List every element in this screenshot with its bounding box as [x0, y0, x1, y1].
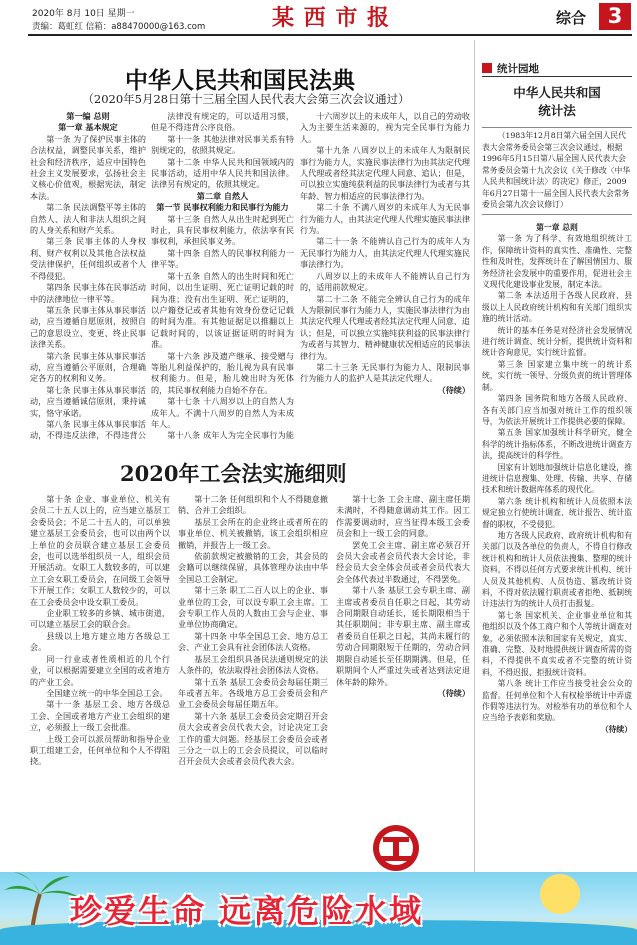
- sidebar-title-line1: 中华人民共和国: [513, 85, 601, 100]
- paragraph: 第十六条 基层工会委员会定期召开会员大会或者会员代表大会，讨论决定工会工作的重大问题。经基层工会委员会或者三分之一以上的工会会员提议，可以临时召开会员大会或者会员代表大会。: [178, 710, 328, 767]
- paragraph: 第十四条 中华全国总工会、地方总工会、产业工会具有社会团体法人资格。: [178, 630, 328, 653]
- header-rule: [28, 34, 632, 36]
- paragraph: 第十六条 涉及遗产继承、接受赠与等胎儿利益保护的，胎儿视为具有民事权利能力。但是，胎儿娩出时为死体的，其民事权利能力自始不存在。: [151, 350, 294, 395]
- article2-column-1: [30, 494, 170, 871]
- editor-line: 责编：葛虹红 信箱：a88470000@163.com: [32, 22, 206, 32]
- continued-note: （待续）: [600, 724, 632, 734]
- paragraph: 第五条 国家加强统计科学研究，健全科学的统计指标体系，不断改进统计调查方法，提高统计的科学性。: [482, 428, 632, 461]
- paragraph: 罢免工会主席、副主席必须召开会员大会或者会员代表大会讨论，非经会员大会全体会员或者会员代表大会全体代表过半数通过，不得罢免。: [336, 539, 470, 584]
- paragraph: 第十一条 其他法律对民事关系有特别规定的，依照其规定。: [151, 133, 294, 156]
- article1-column-2: [151, 111, 294, 441]
- sidebar-body: [482, 222, 632, 870]
- paragraph: 第二十一条 不能辨认自己行为的成年人为无民事行为能力人，由其法定代理人代理实施民事法律行为。: [300, 236, 470, 270]
- paragraph: 十六周岁以上的未成年人，以自己的劳动收入为主要生活来源的，视为完全民事行为能力人。: [300, 111, 470, 144]
- paragraph: 八周岁以上的未成年人不能辨认自己行为的，适用前款规定。: [300, 270, 470, 293]
- paragraph: 第十三条 职工二百人以上的企业、事业单位的工会，可以设专职工会主席。工会专职工作人员的人数由工会与企业、事业单位协商确定。: [178, 585, 328, 630]
- paragraph: 企业职工较多的乡镇、城市街道，可以建立基层工会的联合会。: [30, 608, 170, 630]
- paragraph: 地方各级人民政府、政府统计机构和有关部门以及各单位的负责人，不得自行修改统计机构和统计人员依法搜集、整理的统计资料，不得以任何方式要求统计机构、统计人员及其他机构、人员伪造、篡改统计资料，不得对依法履行职责或者拒绝、抵制统计违法行为的统计人员打击报复。: [482, 530, 632, 609]
- paragraph: 第三条 民事主体的人身权利、财产权利以及其他合法权益受法律保护，任何组织或者个人不得侵犯。: [30, 236, 146, 281]
- article1-subtitle: （2020年5月28日第十三届全国人民代表大会第三次会议通过）: [82, 92, 410, 106]
- page-header: [0, 0, 637, 36]
- article2-column-3: [336, 494, 470, 814]
- paragraph: 统计的基本任务是对经济社会发展情况进行统计调查、统计分析，提供统计资料和统计咨询意见，实行统计监督。: [482, 325, 632, 358]
- paragraph: 第一条 为了保护民事主体的合法权益，调整民事关系，维护社会和经济秩序，适应中国特色社会主义发展要求，弘扬社会主义核心价值观，根据宪法，制定本法。: [30, 133, 146, 201]
- continued-note: （待续）: [437, 384, 470, 395]
- paragraph: 第四条 民事主体在民事活动中的法律地位一律平等。: [30, 282, 146, 304]
- paragraph: 第二条 本法适用于各级人民政府、县级以上人民政府统计机构和有关部门组织实施的统计活动。: [482, 291, 632, 324]
- paragraph: 基层工会所在的企业终止或者所在的事业单位、机关被撤销，该工会组织相应撤销，并报告上一级工会。: [178, 516, 328, 550]
- paragraph: 第二十条 不满八周岁的未成年人为无民事行为能力人，由其法定代理人代理实施民事法律行为。: [300, 202, 470, 236]
- sun-icon: [540, 874, 580, 914]
- paragraph: 第十条 企业、事业单位、机关有会员二十五人以上的，应当建立基层工会委员会；不足二十五人的，可以单独建立基层工会委员会，也可以由两个以上单位的会员联合建立基层工会委员会，也可以选举组织员一人，组织会员开展活动。女职工人数较多的，可以建立工会女职工委员会，在同级工会领导下开展工作；女职工人数较少的，可以在工会委员会中设女职工委员。: [30, 494, 170, 607]
- paragraph: 国家有计划地加强统计信息化建设，推进统计信息搜集、处理、传输、共享、存储技术和统计数据库体系的现代化。: [482, 462, 632, 495]
- paragraph: 第二十三条 无民事行为能力人、限制民事行为能力人的监护人是其法定代理人。: [300, 361, 470, 384]
- paragraph: 第十四条 自然人的民事权利能力一律平等。: [151, 247, 294, 270]
- square-bullet-icon: [482, 63, 492, 73]
- sidebar-rule: [482, 76, 632, 77]
- page-number: 3: [599, 3, 631, 30]
- union-logo: [356, 822, 436, 878]
- column-divider: [474, 40, 475, 872]
- paragraph: 第三条 国家建立集中统一的统计系统，实行统一领导、分级负责的统计管理体制。: [482, 359, 632, 392]
- paragraph: 同一行业或者性质相近的几个行业，可以根据需要建立全国的或者地方的产业工会。: [30, 653, 170, 687]
- section-heading: 第一章 基本规定: [58, 122, 118, 133]
- article1-column-1: [30, 111, 146, 441]
- paragraph: 第七条 民事主体从事民事活动，应当遵循诚信原则，秉持诚实，恪守承诺。: [30, 384, 146, 418]
- paragraph: 第二条 民法调整平等主体的自然人、法人和非法人组织之间的人身关系和财产关系。: [30, 202, 146, 236]
- issue-date: 2020年 8月 10日 星期一: [32, 9, 135, 19]
- paragraph: 第十二条 任何组织和个人不得随意撤销、合并工会组织。: [178, 494, 328, 516]
- article2-column-2: [178, 494, 328, 871]
- paragraph: 第六条 民事主体从事民事活动，应当遵循公平原则，合理确定各方的权利和义务。: [30, 350, 146, 384]
- paragraph: 上级工会可以派员帮助和指导企业职工组建工会，任何单位和个人不得阻挠。: [30, 733, 170, 767]
- paragraph: 依前款规定被撤销的工会，其会员的会籍可以继续保留，具体管理办法由中华全国总工会制定。: [178, 551, 328, 584]
- sidebar-title-line2: 统计法: [538, 103, 576, 118]
- article1-title: 中华人民共和国民法典: [125, 67, 355, 94]
- paragraph: 第二十二条 不能完全辨认自己行为的成年人为限制民事行为能力人，实施民事法律行为由其法定代理人代理或者经其法定代理人同意、追认；但是，可以独立实施纯获利益的民事法律行为或者与其智力、精神健康状况相适应的民事法律行为。: [300, 293, 470, 361]
- paragraph: 第十七条 十八周岁以上的自然人为成年人。不满十八周岁的自然人为未成年人。: [151, 396, 294, 429]
- sidebar-section-label: 统计园地: [497, 63, 539, 75]
- paragraph: 县级以上地方建立地方各级总工会。: [30, 630, 170, 653]
- section-heading: 第一章 总则: [536, 223, 578, 232]
- newspaper-brand: 某 西 市 报: [272, 5, 390, 31]
- paragraph: 法律没有规定的，可以适用习惯，但是不得违背公序良俗。: [151, 111, 294, 133]
- paragraph: 第七条 国家机关、企业事业单位和其他组织以及个体工商户和个人等统计调查对象，必须依照本法和国家有关规定，真实、准确、完整、及时地提供统计调查所需的资料，不得提供不真实或者不完整的统计资料，不得迟报、拒报统计资料。: [482, 610, 632, 677]
- sidebar-section-header: [482, 60, 632, 77]
- sidebar-intro-text: （1983年12月8日第六届全国人民代表大会常务委员会第三次会议通过，根据1996年5月15日第八届全国人民代表大会常务委员会第十九次会议《关于修改〈中华人民共和国统计法〉的决定》修正，2009年6月27日第十一届全国人民代表大会常务委员会第九次会议修订）: [482, 131, 631, 209]
- article2-title: 2020年工会法实施细则: [120, 461, 347, 486]
- article1-column-3: [300, 111, 470, 441]
- paragraph: 第十三条 自然人从出生时起到死亡时止，具有民事权利能力，依法享有民事权利，承担民事义务。: [151, 213, 294, 247]
- paragraph: 第十九条 八周岁以上的未成年人为限制民事行为能力人，实施民事法律行为由其法定代理人代理或者经其法定代理人同意、追认；但是，可以独立实施纯获利益的民事法律行为或者与其年龄、智力相适应的民事法律行为。: [300, 145, 470, 201]
- section-heading: 第一编 总则: [66, 111, 110, 121]
- paragraph: 第十五条 自然人的出生时间和死亡时间，以出生证明、死亡证明记载的时间为准；没有出生证明、死亡证明的，以户籍登记或者其他有效身份登记记载的时间为准。有其他证据足以推翻以上记载时间的，以该证据证明的时间为准。: [151, 270, 294, 350]
- continued-note: （待续）: [437, 687, 470, 698]
- sidebar-title: [482, 84, 632, 120]
- sidebar-intro: [482, 127, 632, 215]
- section-heading: 第二章 自然人: [196, 190, 249, 201]
- section-heading: 第一节 民事权利能力和民事行为能力: [156, 202, 289, 213]
- paragraph: 第四条 国务院和地方各级人民政府、各有关部门应当加强对统计工作的组织领导，为依法开展统计工作提供必要的保障。: [482, 394, 632, 426]
- paragraph: 第十二条 中华人民共和国领域内的民事活动，适用中华人民共和国法律。法律另有规定的，依照其规定。: [151, 156, 294, 190]
- paragraph: 第六条 统计机构和统计人员依照本法规定独立行使统计调查、统计报告、统计监督的职权，不受侵犯。: [482, 496, 632, 529]
- paragraph: 第十一条 基层工会、地方各级总工会、全国或者地方产业工会组织的建立，必须报上一级工会批准。: [30, 699, 170, 733]
- paragraph: 第八条 统计工作应当接受社会公众的监督。任何单位和个人有权检举统计中弄虚作假等违法行为。对检举有功的单位和个人应当给予表彰和奖励。: [482, 679, 632, 723]
- paragraph: 基层工会组织具备民法通则规定的法人条件的，依法取得社会团体法人资格。: [178, 653, 328, 676]
- paragraph: 第十八条 基层工会专职主席、副主席或者委员自任职之日起，其劳动合同期限自动延长，延长期限相当于其任职期间；非专职主席、副主席或者委员自任职之日起，其尚未履行的劳动合同期限短于任期的，劳动合同期限自动延长至任期期满。但是，任职期间个人严重过失或者达到法定退休年龄的除外。: [336, 585, 470, 687]
- banner-slogan: 珍爱生命 远离危险水域: [70, 892, 424, 930]
- section-name: 综合: [556, 9, 587, 27]
- paragraph: 第十八条 成年人为完全民事行为能: [167, 430, 294, 441]
- safety-banner: [0, 872, 637, 945]
- paragraph: 第八条 民事主体从事民事活动，不得违反法律，不得违背公: [30, 418, 146, 441]
- paragraph: 第十五条 基层工会委员会每届任期三年或者五年。各级地方总工会委员会和产业工会委员会每届任期五年。: [178, 676, 328, 710]
- paragraph: 全国建立统一的中华全国总工会。: [46, 687, 168, 698]
- paragraph: 第十七条 工会主席、副主席任期未满时，不得随意调动其工作。因工作需要调动时，应当征得本级工会委员会和上一级工会的同意。: [336, 494, 470, 539]
- paragraph: 第五条 民事主体从事民事活动，应当遵循自愿原则，按照自己的意思设立、变更、终止民事法律关系。: [30, 304, 146, 350]
- paragraph: 第一条 为了科学、有效地组织统计工作，保障统计资料的真实性、准确性、完整性和及时性，发挥统计在了解国情国力、服务经济社会发展中的重要作用，促进社会主义现代化建设事业发展，制定本法。: [482, 234, 632, 290]
